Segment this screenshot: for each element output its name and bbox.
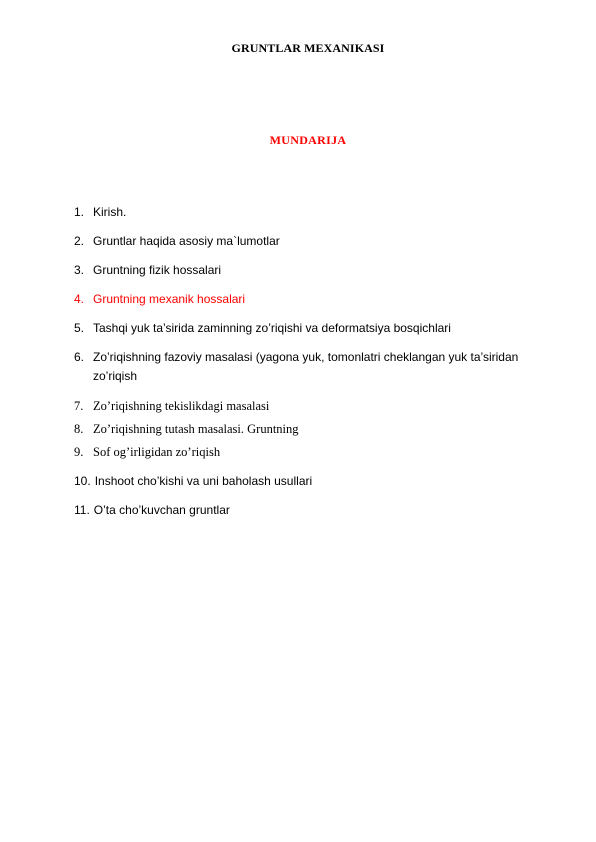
toc-item-text: Sof og’irligidan zo’riqish [93, 445, 221, 459]
toc-item-3 [74, 262, 554, 279]
toc-item-2 [74, 233, 554, 250]
toc-item-number: 3. [74, 263, 85, 277]
toc-item-text-continuation: zo’riqish [93, 369, 138, 383]
toc-item-number: 4. [74, 292, 85, 306]
toc-item-7 [74, 398, 554, 415]
toc-item-11 [74, 502, 554, 519]
toc-item-text: Inshoot cho’kishi va uni baholash usullari [94, 474, 313, 488]
toc-item-number: 1. [74, 205, 85, 219]
toc-item-text: Kirish. [93, 205, 127, 219]
toc-item-text: Zo’riqishning tutash masalasi. Gruntning [93, 422, 299, 436]
toc-item-text: Tashqi yuk ta’sirida zaminning zo’riqishi va deformatsiya bosqichlari [93, 321, 451, 335]
toc-item-number: 7. [74, 399, 84, 413]
toc-item-4 [74, 291, 554, 308]
toc-item-text: O’ta cho’kuvchan gruntlar [93, 503, 230, 517]
toc-item-number: 2. [74, 234, 85, 248]
toc-item-8 [74, 421, 554, 438]
toc-item-9 [74, 444, 554, 461]
toc-item-text: Gruntning fizik hossalari [93, 263, 222, 277]
toc-item-number: 11. [74, 503, 90, 517]
toc-item-text: Zo’riqishning tekislikdagi masalasi [93, 399, 270, 413]
toc-item-5 [74, 320, 554, 337]
toc-item-number: 6. [74, 350, 85, 364]
toc-item-text: Gruntning mexanik hossalari [93, 292, 246, 306]
toc-item-10 [74, 473, 554, 490]
toc-item-number: 8. [74, 422, 84, 436]
document-title: GRUNTLAR MEXANIKASI [231, 41, 385, 55]
toc-item-number: 9. [74, 445, 84, 459]
toc-item-number: 10. [74, 474, 91, 488]
toc-item-text: Zo’riqishning fazoviy masalasi (yagona yuk, tomonlatri cheklangan yuk ta’siridan [93, 350, 519, 364]
toc-heading: MUNDARIJA [269, 133, 347, 147]
toc-item-6 [74, 349, 554, 385]
toc-item-number: 5. [74, 321, 85, 335]
toc-item-1 [74, 204, 554, 221]
toc-item-text: Gruntlar haqida asosiy ma`lumotlar [93, 234, 280, 248]
